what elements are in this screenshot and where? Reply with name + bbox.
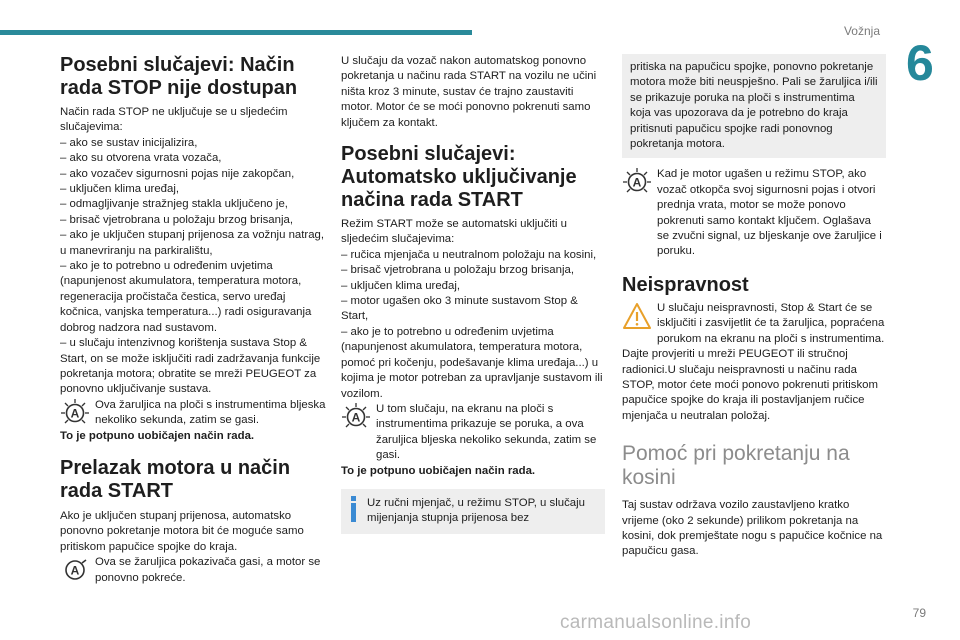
stop-start-indicator-icon xyxy=(60,555,90,585)
lamp-note xyxy=(60,398,328,429)
paragraph: Dajte provjeriti u mreži PEUGEOT ili stručnoj radionici.U slučaju neispravnosti u načinu rada STOP, motor ćete moći ponovo pokrenuti pritiskom papučice spojke do kraja ili postavljanjem ručice mjenjača u neutralan položaj. xyxy=(622,348,878,422)
warning-text: U slučaju neispravnosti, Stop & Start će se isključiti i zasvijetlit će ta žaruljica, popraćena porukom na ekranu na ploči s instrumentima. xyxy=(657,301,885,345)
stop-start-warning-lamp-icon xyxy=(60,398,90,428)
svg-text:A: A xyxy=(70,406,80,421)
bold-note: To je potpuno uobičajen način rada. xyxy=(341,464,536,477)
list-item: – odmagljivanje stražnjeg stakla uključeno je, xyxy=(60,198,288,211)
list-item: – ako je to potrebno u određenim uvjetima (napunjenost akumulatora, temperatura motora, regeneracija pročistača čestica, servo uređaj kočnica, vanjska temperatura...) radi osiguravanja dobrog nadzora nad sustavom. xyxy=(60,260,312,334)
column-3 xyxy=(622,54,886,560)
info-text: Uz ručni mjenjač, u režimu STOP, u slučaju mijenjanja stupnja prijenosa bez xyxy=(367,496,585,525)
heading-hill-start: Pomoć pri pokretanju na kosini xyxy=(622,442,850,490)
info-icon xyxy=(349,496,357,522)
list-item: – brisač vjetrobrana u položaju brzog brisanja, xyxy=(341,264,575,277)
list-item: – ručica mjenjača u neutralnom položaju na kosini, xyxy=(341,248,597,261)
section-name: Vožnja xyxy=(843,24,880,38)
info-box xyxy=(341,489,605,534)
note-text: Ova žaruljica na ploči s instrumentima bljeska nekoliko sekunda, zatim se gasi. xyxy=(95,398,326,427)
list xyxy=(341,248,605,402)
lamp-note xyxy=(622,167,886,259)
column-2 xyxy=(341,54,605,534)
paragraph: Taj sustav održava vozilo zaustavljeno kratko vrijeme (oko 2 sekunde) prilikom pokretanja na kosini, dok premještate nogu s papučice kočnice na papučicu gasa. xyxy=(622,499,883,558)
svg-text:A: A xyxy=(632,175,642,190)
note-text: Kad je motor ugašen u režimu STOP, ako vozač otkopča svoj sigurnosni pojas i otvori prednja vrata, motor se može ponovo pokrenuti samo kontakt ključem. Oglašava se zvučni signal, uz bljeskanje ove žaruljice i poruku. xyxy=(657,168,882,258)
page-number: 79 xyxy=(912,606,926,620)
paragraph: Režim START može se automatski uključiti u sljedećim slučajevima: xyxy=(341,218,567,246)
heading-malfunction: Neispravnost xyxy=(622,273,749,296)
heading-start-mode: Prelazak motora u način rada START xyxy=(60,456,291,502)
bold-note: To je potpuno uobičajen način rada. xyxy=(60,429,255,442)
list-item: – uključen klima uređaj, xyxy=(341,279,461,292)
warning-triangle-icon xyxy=(622,301,652,331)
heading-auto-start: Posebni slučajevi: Automatsko uključivanje načina rada START xyxy=(341,143,577,212)
svg-text:A: A xyxy=(351,410,361,425)
list-item: – brisač vjetrobrana u položaju brzog brisanja, xyxy=(60,213,294,226)
stop-start-warning-lamp-icon xyxy=(341,402,371,432)
note-text: Ova se žaruljica pokazivača gasi, a motor se ponovno pokreće. xyxy=(95,556,321,584)
column-1 xyxy=(60,54,328,586)
stop-start-warning-lamp-icon xyxy=(622,167,652,197)
paragraph: U slučaju da vozač nakon automatskog ponovno pokretanja u načinu rada START na vozilu ne učini ništa kroz 3 minute, sustav će trajno zaustaviti motor. Motor će se moći ponovno pokrenuti samo ključem za kontakt. xyxy=(341,55,597,129)
header-accent-bar xyxy=(0,30,472,35)
list-item: – ako je to potrebno u određenim uvjetima (napunjenost akumulatora, temperatura motora, pomoć pri kočenju, podešavanje klima uređaja...) u kojima je motor potreban za upravljanje sustavom ili vozilom. xyxy=(341,325,603,400)
list-item: – u slučaju intenzivnog korištenja sustava Stop & Start, on se može isključiti radi zadržavanja funkcije pokretanja motora; obratite se mreži PEUGEOT za ponovno uključivanje sustava. xyxy=(60,337,321,396)
chapter-number: 6 xyxy=(906,35,934,91)
note-text: U tom slučaju, na ekranu na ploči s instrumentima prikazuje se poruka, a ova žaruljica bljeska nekoliko sekunda, zatim se gasi. xyxy=(376,402,597,462)
list-item: – ako se sustav inicijalizira, xyxy=(60,136,198,149)
warning-note xyxy=(622,301,886,347)
list-item: – uključen klima uređaj, xyxy=(60,183,180,196)
list xyxy=(60,136,328,398)
indicator-note xyxy=(60,555,328,586)
info-box-continued xyxy=(622,54,886,158)
list-item: – motor ugašen oko 3 minute sustavom Stop & Start, xyxy=(341,295,578,323)
lamp-note xyxy=(341,402,605,464)
list-item: – ako su otvorena vrata vozača, xyxy=(60,152,222,165)
paragraph: Način rada STOP ne uključuje se u sljedećim slučajevima: xyxy=(60,106,288,134)
info-text: pritiska na papučicu spojke, ponovno pokretanje motora može biti neuspješno. Pali se žaruljica i/ili se prikazuje poruka na ploči s instrumentima koja vas upozorava da je potrebno do kraja pritisnuti papučicu spojke radi ponovnog pokretanja motora. xyxy=(630,61,878,151)
paragraph: Ako je uključen stupanj prijenosa, automatsko ponovno pokretanje motora bit će moguće samo pritiskom papučice spojke do kraja. xyxy=(60,509,304,553)
svg-text:A: A xyxy=(70,563,80,578)
list-item: – ako vozačev sigurnosni pojas nije zakopčan, xyxy=(60,167,295,180)
heading-stop-unavailable: Posebni slučajevi: Način rada STOP nije dostupan xyxy=(60,54,298,99)
watermark: carmanualsonline.info xyxy=(560,612,752,633)
list-item: – ako je uključen stupanj prijenosa za vožnju natrag, u manevriranju na parkiralištu, xyxy=(60,229,325,257)
